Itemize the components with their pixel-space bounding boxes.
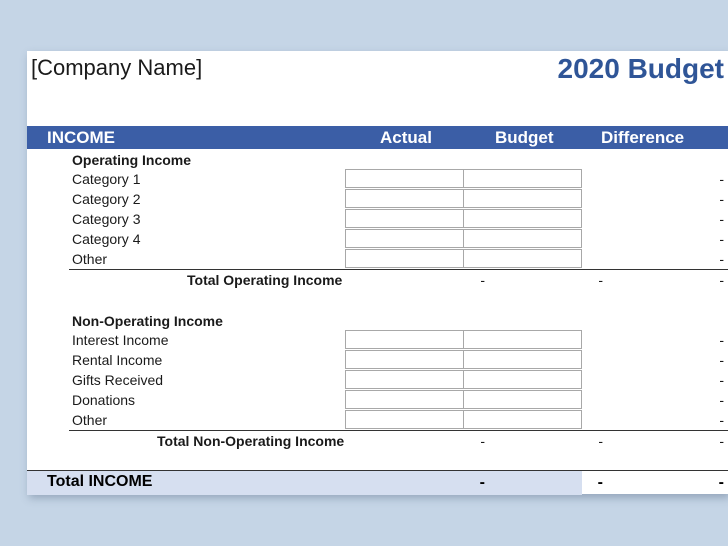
total-operating-budget: - (598, 272, 603, 288)
income-header-label: INCOME (47, 128, 115, 147)
difference-value: - (719, 211, 724, 227)
budget-input-cell[interactable] (463, 249, 582, 268)
total-income-budget: - (597, 474, 603, 491)
row-label: Category 3 (72, 211, 141, 227)
total-income-row (27, 470, 728, 495)
actual-input-cell[interactable] (345, 370, 464, 389)
total-non-operating-income-row (69, 430, 728, 451)
difference-value: - (719, 171, 724, 187)
budget-input-cell[interactable] (463, 350, 582, 369)
row-label: Category 1 (72, 171, 141, 187)
table-row (27, 350, 728, 370)
table-row (27, 229, 728, 249)
difference-value: - (719, 372, 724, 388)
table-row (27, 189, 728, 209)
table-row (27, 169, 728, 189)
table-row (27, 390, 728, 410)
non-operating-income-heading-row (27, 311, 728, 331)
row-label: Other (72, 251, 108, 267)
budget-sheet (27, 51, 728, 494)
difference-value: - (719, 392, 724, 408)
actual-input-cell[interactable] (345, 209, 464, 228)
row-label: Other (72, 412, 108, 428)
actual-input-cell[interactable] (345, 390, 464, 409)
budget-column-header: Budget (495, 128, 554, 147)
total-non-operating-budget: - (598, 433, 603, 449)
operating-income-heading: Operating Income (72, 152, 192, 168)
total-non-operating-actual: - (480, 433, 485, 449)
total-income-difference: - (718, 474, 724, 491)
row-label: Category 4 (72, 231, 141, 247)
row-label: Category 2 (72, 191, 141, 207)
difference-value: - (719, 352, 724, 368)
total-operating-income-label: Total Operating Income (187, 272, 343, 288)
budget-input-cell[interactable] (463, 189, 582, 208)
row-label: Donations (72, 392, 136, 408)
actual-input-cell[interactable] (345, 229, 464, 248)
row-label: Interest Income (72, 332, 169, 348)
actual-input-cell[interactable] (345, 330, 464, 349)
total-operating-difference: - (719, 272, 724, 288)
actual-input-cell[interactable] (345, 410, 464, 429)
table-row (27, 249, 728, 269)
total-operating-income-row (69, 269, 728, 290)
actual-input-cell[interactable] (345, 169, 464, 188)
difference-value: - (719, 412, 724, 428)
table-row (27, 209, 728, 229)
table-row (27, 370, 728, 390)
budget-input-cell[interactable] (463, 169, 582, 188)
difference-value: - (719, 332, 724, 348)
budget-input-cell[interactable] (463, 410, 582, 429)
actual-column-header: Actual (380, 128, 432, 147)
row-label: Rental Income (72, 352, 163, 368)
non-operating-income-heading: Non-Operating Income (72, 313, 223, 329)
difference-value: - (719, 191, 724, 207)
difference-value: - (719, 251, 724, 267)
budget-input-cell[interactable] (463, 209, 582, 228)
budget-input-cell[interactable] (463, 370, 582, 389)
total-income-label: Total INCOME (47, 473, 153, 490)
total-operating-actual: - (480, 272, 485, 288)
operating-income-heading-row (27, 150, 728, 170)
difference-value: - (719, 231, 724, 247)
budget-input-cell[interactable] (463, 330, 582, 349)
budget-title: 2020 Budget (557, 53, 724, 84)
difference-column-header: Difference (601, 128, 685, 147)
table-row (27, 330, 728, 350)
income-header-row (27, 126, 728, 149)
total-non-operating-income-label: Total Non-Operating Income (157, 433, 345, 449)
actual-input-cell[interactable] (345, 350, 464, 369)
budget-input-cell[interactable] (463, 390, 582, 409)
budget-input-cell[interactable] (463, 229, 582, 248)
actual-input-cell[interactable] (345, 249, 464, 268)
table-row (27, 410, 728, 430)
actual-input-cell[interactable] (345, 189, 464, 208)
company-name[interactable]: [Company Name] (31, 55, 203, 80)
row-label: Gifts Received (72, 372, 164, 388)
total-non-operating-difference: - (719, 433, 724, 449)
total-income-actual: - (479, 474, 485, 491)
